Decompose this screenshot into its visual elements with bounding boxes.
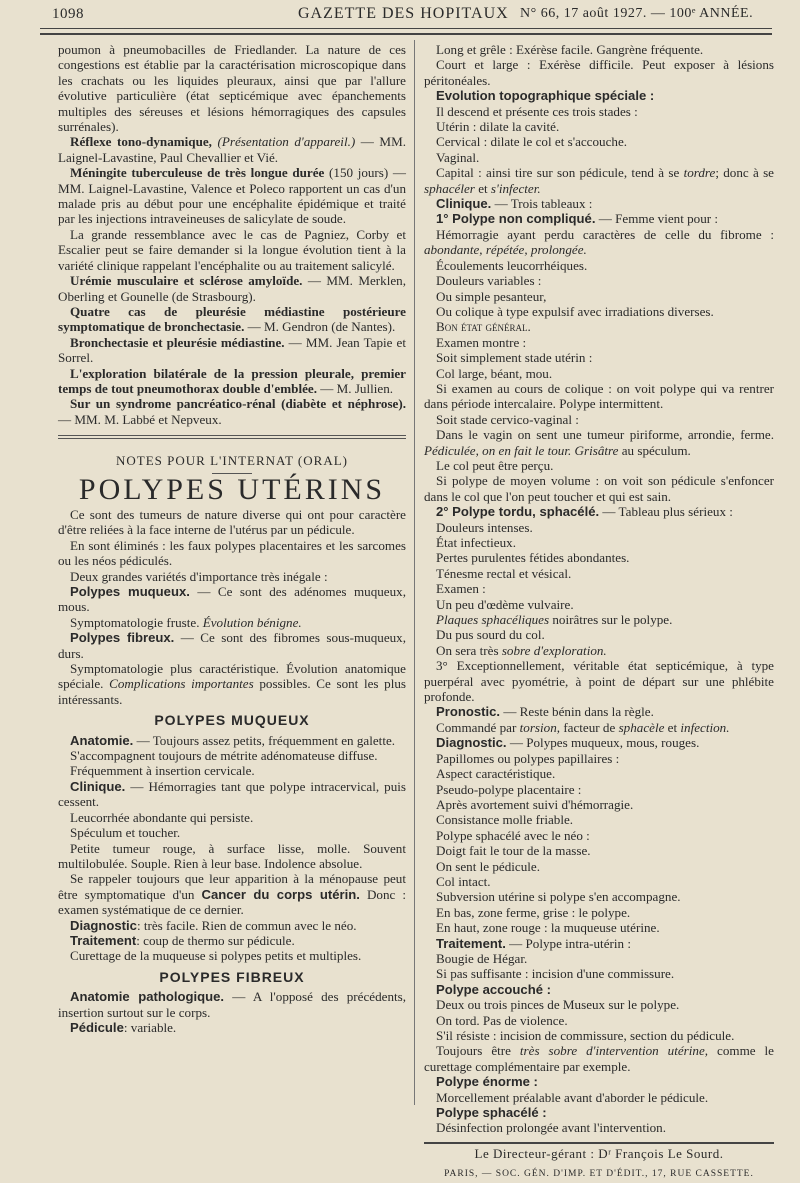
paragraph: Diagnostic. — Polypes muqueux, mous, rouges.	[436, 735, 700, 751]
paragraph: S'accompagnent toujours de métrite adénomateuse diffuse.	[70, 748, 378, 764]
paragraph: Soit stade cervico-vaginal :	[436, 411, 579, 427]
paragraph: Aspect caractéristique.	[436, 766, 556, 782]
paragraph: Un peu d'œdème vulvaire.	[436, 596, 574, 612]
paragraph: Pédicule: variable.	[70, 1019, 177, 1035]
paragraph: Bronchectasie et pleurésie médiastine. — MM. Jean Tapie et Sorrel.	[58, 334, 406, 366]
paragraph: Papillomes ou polypes papillaires :	[436, 750, 620, 766]
subheading: Polype énorme :	[436, 1074, 538, 1090]
paragraph: Ou colique à type expulsif avec irradiations diverses.	[436, 303, 714, 319]
running-head	[40, 2, 780, 26]
manager-line: Le Directeur-gérant : Dʳ François Le Sourd.	[474, 1145, 724, 1161]
paragraph: Symptomatologie plus caractéristique. Évolution anatomique spéciale. Complications importantes possibles. Ce sont les plus intéressants.	[58, 661, 406, 707]
journal-title: GAZETTE DES HOPITAUX	[298, 5, 509, 22]
right-column	[424, 42, 774, 1183]
paragraph: Ou simple pesanteur,	[436, 288, 547, 304]
paragraph: Leucorrhée abondante qui persiste.	[70, 809, 254, 825]
paragraph: Dans le vagin on sent une tumeur piriforme, arrondie, ferme. Pédiculée, on en fait le tour. Grisâtre au spéculum.	[424, 427, 774, 458]
paragraph: Traitement. — Polype intra-utérin :	[436, 935, 631, 951]
section-rule	[58, 438, 406, 439]
page-number: 1098	[52, 6, 84, 22]
paragraph: S'il résiste : incision de commissure, section du pédicule.	[436, 1028, 735, 1043]
paragraph: État infectieux.	[436, 535, 516, 550]
section-rule	[58, 435, 406, 436]
paragraph: Pseudo-polype placentaire :	[436, 781, 582, 797]
issue-info: N° 66, 17 août 1927. — 100ᵉ ANNÉE.	[520, 6, 754, 21]
subheading: Polype accouché :	[436, 981, 551, 997]
paragraph: Ce sont des tumeurs de nature diverse qui ont pour caractère d'être reliées à la face interne de l'utérus par un pédicule.	[58, 506, 406, 538]
paragraph: Spéculum et toucher.	[70, 825, 181, 841]
paragraph: On tord. Pas de violence.	[436, 1012, 568, 1028]
paragraph: Désinfection prolongée avant l'intervention.	[436, 1120, 666, 1136]
paragraph: Petite tumeur rouge, à surface lisse, molle. Souvent multilobulée. Souple. Rien à leur base. Indolence absolue.	[58, 840, 406, 871]
paragraph: Subversion utérine si polype s'en accompagne.	[436, 889, 681, 905]
paragraph: Toujours être très sobre d'intervention utérine, comme le curettage complémentaire par exemple.	[424, 1043, 774, 1074]
paragraph: Utérin : dilate la cavité.	[436, 119, 560, 135]
header-rule	[40, 28, 772, 29]
paragraph: Réflexe tono-dynamique, (Présentation d'appareil.) — MM. Laignel-Lavastine, Paul Chevallier et Vié.	[58, 134, 406, 165]
paragraph: Pronostic. — Reste bénin dans la règle.	[436, 704, 654, 720]
paragraph: 3° Exceptionnellement, véritable état septicémique, à type puerpéral avec pyométrie, à point de départ sur une phlébite profonde.	[424, 658, 774, 705]
header-rule-thick	[40, 33, 772, 35]
paragraph: En sont éliminés : les faux polypes placentaires et les sarcomes ou les néos pédiculés.	[58, 537, 406, 569]
paragraph: Vaginal.	[436, 149, 480, 165]
paragraph: Diagnostic: très facile. Rien de commun avec le néo.	[70, 917, 357, 933]
paragraph: Long et grêle : Exérèse facile. Gangrène fréquente.	[436, 42, 704, 57]
paragraph: Le col peut être perçu.	[436, 457, 554, 473]
paragraph: Col intact.	[436, 873, 491, 889]
paragraph: Col large, béant, mou.	[436, 365, 553, 381]
section-heading: POLYPES FIBREUX	[159, 968, 305, 985]
printer-line: PARIS, — SOC. GÉN. D'IMP. ET D'ÉDIT., 17, RUE CASSETTE.	[444, 1169, 754, 1180]
paragraph: Ténesme rectal et vésical.	[436, 565, 572, 581]
paragraph: Examen montre :	[436, 334, 527, 350]
paragraph: Deux grandes variétés d'importance très inégale :	[70, 568, 328, 584]
notes-heading: NOTES POUR L'INTERNAT (ORAL)	[116, 453, 348, 469]
footer-rule	[424, 1142, 774, 1144]
paragraph: Polypes muqueux. — Ce sont des adénomes muqueux, mous.	[58, 584, 406, 615]
paragraph: Écoulements leucorrhéiques.	[436, 257, 588, 273]
paragraph: Après avortement suivi d'hémorragie.	[436, 796, 634, 812]
paragraph: Bon état général.	[436, 319, 531, 335]
paragraph: Clinique. — Trois tableaux :	[436, 196, 593, 212]
paragraph: Bougie de Hégar.	[436, 950, 528, 966]
paragraph: Se rappeler toujours que leur apparition à la ménopause peut être symptomatique d'un Cancer du corps utérin. Donc : examen systématique de ce dernier.	[58, 871, 406, 918]
paragraph: Si polype de moyen volume : on voit son pédicule s'enfoncer dans le col que l'on peut toucher et qui est sain.	[424, 473, 774, 504]
paragraph: En haut, zone rouge : la muqueuse utérine.	[436, 920, 660, 936]
paragraph: Du pus sourd du col.	[436, 627, 545, 643]
paragraph: Anatomie. — Toujours assez petits, fréquemment en galette.	[70, 732, 396, 748]
paragraph: Fréquemment à insertion cervicale.	[70, 763, 255, 779]
paragraph: On sent le pédicule.	[436, 858, 540, 874]
paragraph: 1° Polype non compliqué. — Femme vient pour :	[436, 211, 719, 227]
paragraph: Polype sphacélé avec le néo :	[436, 827, 590, 843]
column-divider	[414, 40, 415, 1105]
paragraph: L'exploration bilatérale de la pression pleurale, premier temps de tout pneumothorax double d'emblée. — M. Jullien.	[58, 365, 406, 396]
subheading: Polype sphacélé :	[436, 1105, 547, 1121]
paragraph: poumon à pneumobacilles de Friedlander. La nature de ces congestions est établie par la caractérisation microscopique dans les crachats ou les liquides pleuraux, ainsi que par l'allure évolutive particulière (état septicémique avec épanchements multiples des séreuses et lésions hémorragiques des capsules surrénales).	[58, 42, 406, 135]
paragraph: Douleurs variables :	[436, 273, 542, 289]
paragraph: Consistance molle friable.	[436, 812, 574, 828]
paragraph: La grande ressemblance avec le cas de Pagniez, Corby et Escalier peut se faire demander si la longue évolution tient à la variété clinique rappelant l'encéphalite ou au traitement salicylé.	[58, 226, 406, 273]
paragraph: On sera très sobre d'exploration.	[436, 642, 607, 658]
article-title: POLYPES UTÉRINS	[78, 472, 386, 506]
paragraph: Deux ou trois pinces de Museux sur le polype.	[436, 997, 680, 1013]
paragraph: Morcellement préalable avant d'aborder le pédicule.	[436, 1089, 709, 1105]
left-column	[58, 42, 406, 1035]
paragraph: Quatre cas de pleurésie médiastine postérieure symptomatique de bronchectasie. — M. Gendron (de Nantes).	[58, 303, 406, 335]
paragraph: Urémie musculaire et sclérose amyloïde. — MM. Merklen, Oberling et Gounelle (de Strasbourg).	[58, 273, 406, 304]
paragraph: Plaques sphacéliques noirâtres sur le polype.	[436, 612, 673, 628]
paragraph: Examen :	[436, 581, 486, 597]
paragraph: Méningite tuberculeuse de très longue durée (150 jours) — MM. Laignel-Lavastine, Valence et Poleco rapportent un cas d'un malade pris au début pour une encéphalite épidémique et traité par les injections intraveineuses de salicylate de soude.	[58, 165, 406, 227]
paragraph: Si pas suffisante : incision d'une commissure.	[436, 966, 675, 982]
paragraph: Curettage de la muqueuse si polypes petits et multiples.	[70, 948, 362, 964]
paragraph: Il descend et présente ces trois stades :	[436, 103, 638, 119]
paragraph: Traitement: coup de thermo sur pédicule.	[70, 932, 295, 948]
paragraph: Hémorragie ayant perdu caractères de celle du fibrome : abondante, répétée, prolongée.	[424, 226, 774, 258]
subheading: Evolution topographique spéciale :	[436, 88, 655, 104]
paragraph: Polypes fibreux. — Ce sont des fibromes sous-muqueux, durs.	[58, 630, 407, 661]
paragraph: Soit simplement stade utérin :	[436, 350, 593, 366]
paragraph: Clinique. — Hémorragies tant que polype intracervical, puis cessent.	[58, 778, 406, 810]
paragraph: Anatomie pathologique. — A l'opposé des précédents, insertion surtout sur le corps.	[58, 989, 407, 1020]
paragraph: En bas, zone ferme, grise : le polype.	[436, 904, 631, 920]
paragraph: Sur un syndrome pancréatico-rénal (diabète et néphrose). — MM. M. Labbé et Nepveux.	[58, 396, 406, 427]
paragraph: Pertes purulentes fétides abondantes.	[436, 550, 630, 566]
paragraph: Si examen au cours de colique : on voit polype qui va rentrer dans période intercalaire. Polype intermittent.	[424, 380, 774, 412]
paragraph: Commandé par torsion, facteur de sphacèle et infection.	[436, 719, 730, 735]
paragraph: Court et large : Exérèse difficile. Peut exposer à lésions péritonéales.	[424, 57, 774, 88]
paragraph: Cervical : dilate le col et s'accouche.	[436, 134, 628, 150]
paragraph: Douleurs intenses.	[436, 519, 533, 535]
paragraph: Symptomatologie fruste. Évolution bénigne.	[70, 614, 302, 630]
paragraph: 2° Polype tordu, sphacélé. — Tableau plus sérieux :	[436, 504, 733, 520]
section-heading: POLYPES MUQUEUX	[154, 712, 310, 729]
paragraph: Capital : ainsi tire sur son pédicule, tend à se tordre; donc à se sphacéler et s'infecter.	[424, 165, 774, 196]
paragraph: Doigt fait le tour de la masse.	[436, 843, 591, 859]
